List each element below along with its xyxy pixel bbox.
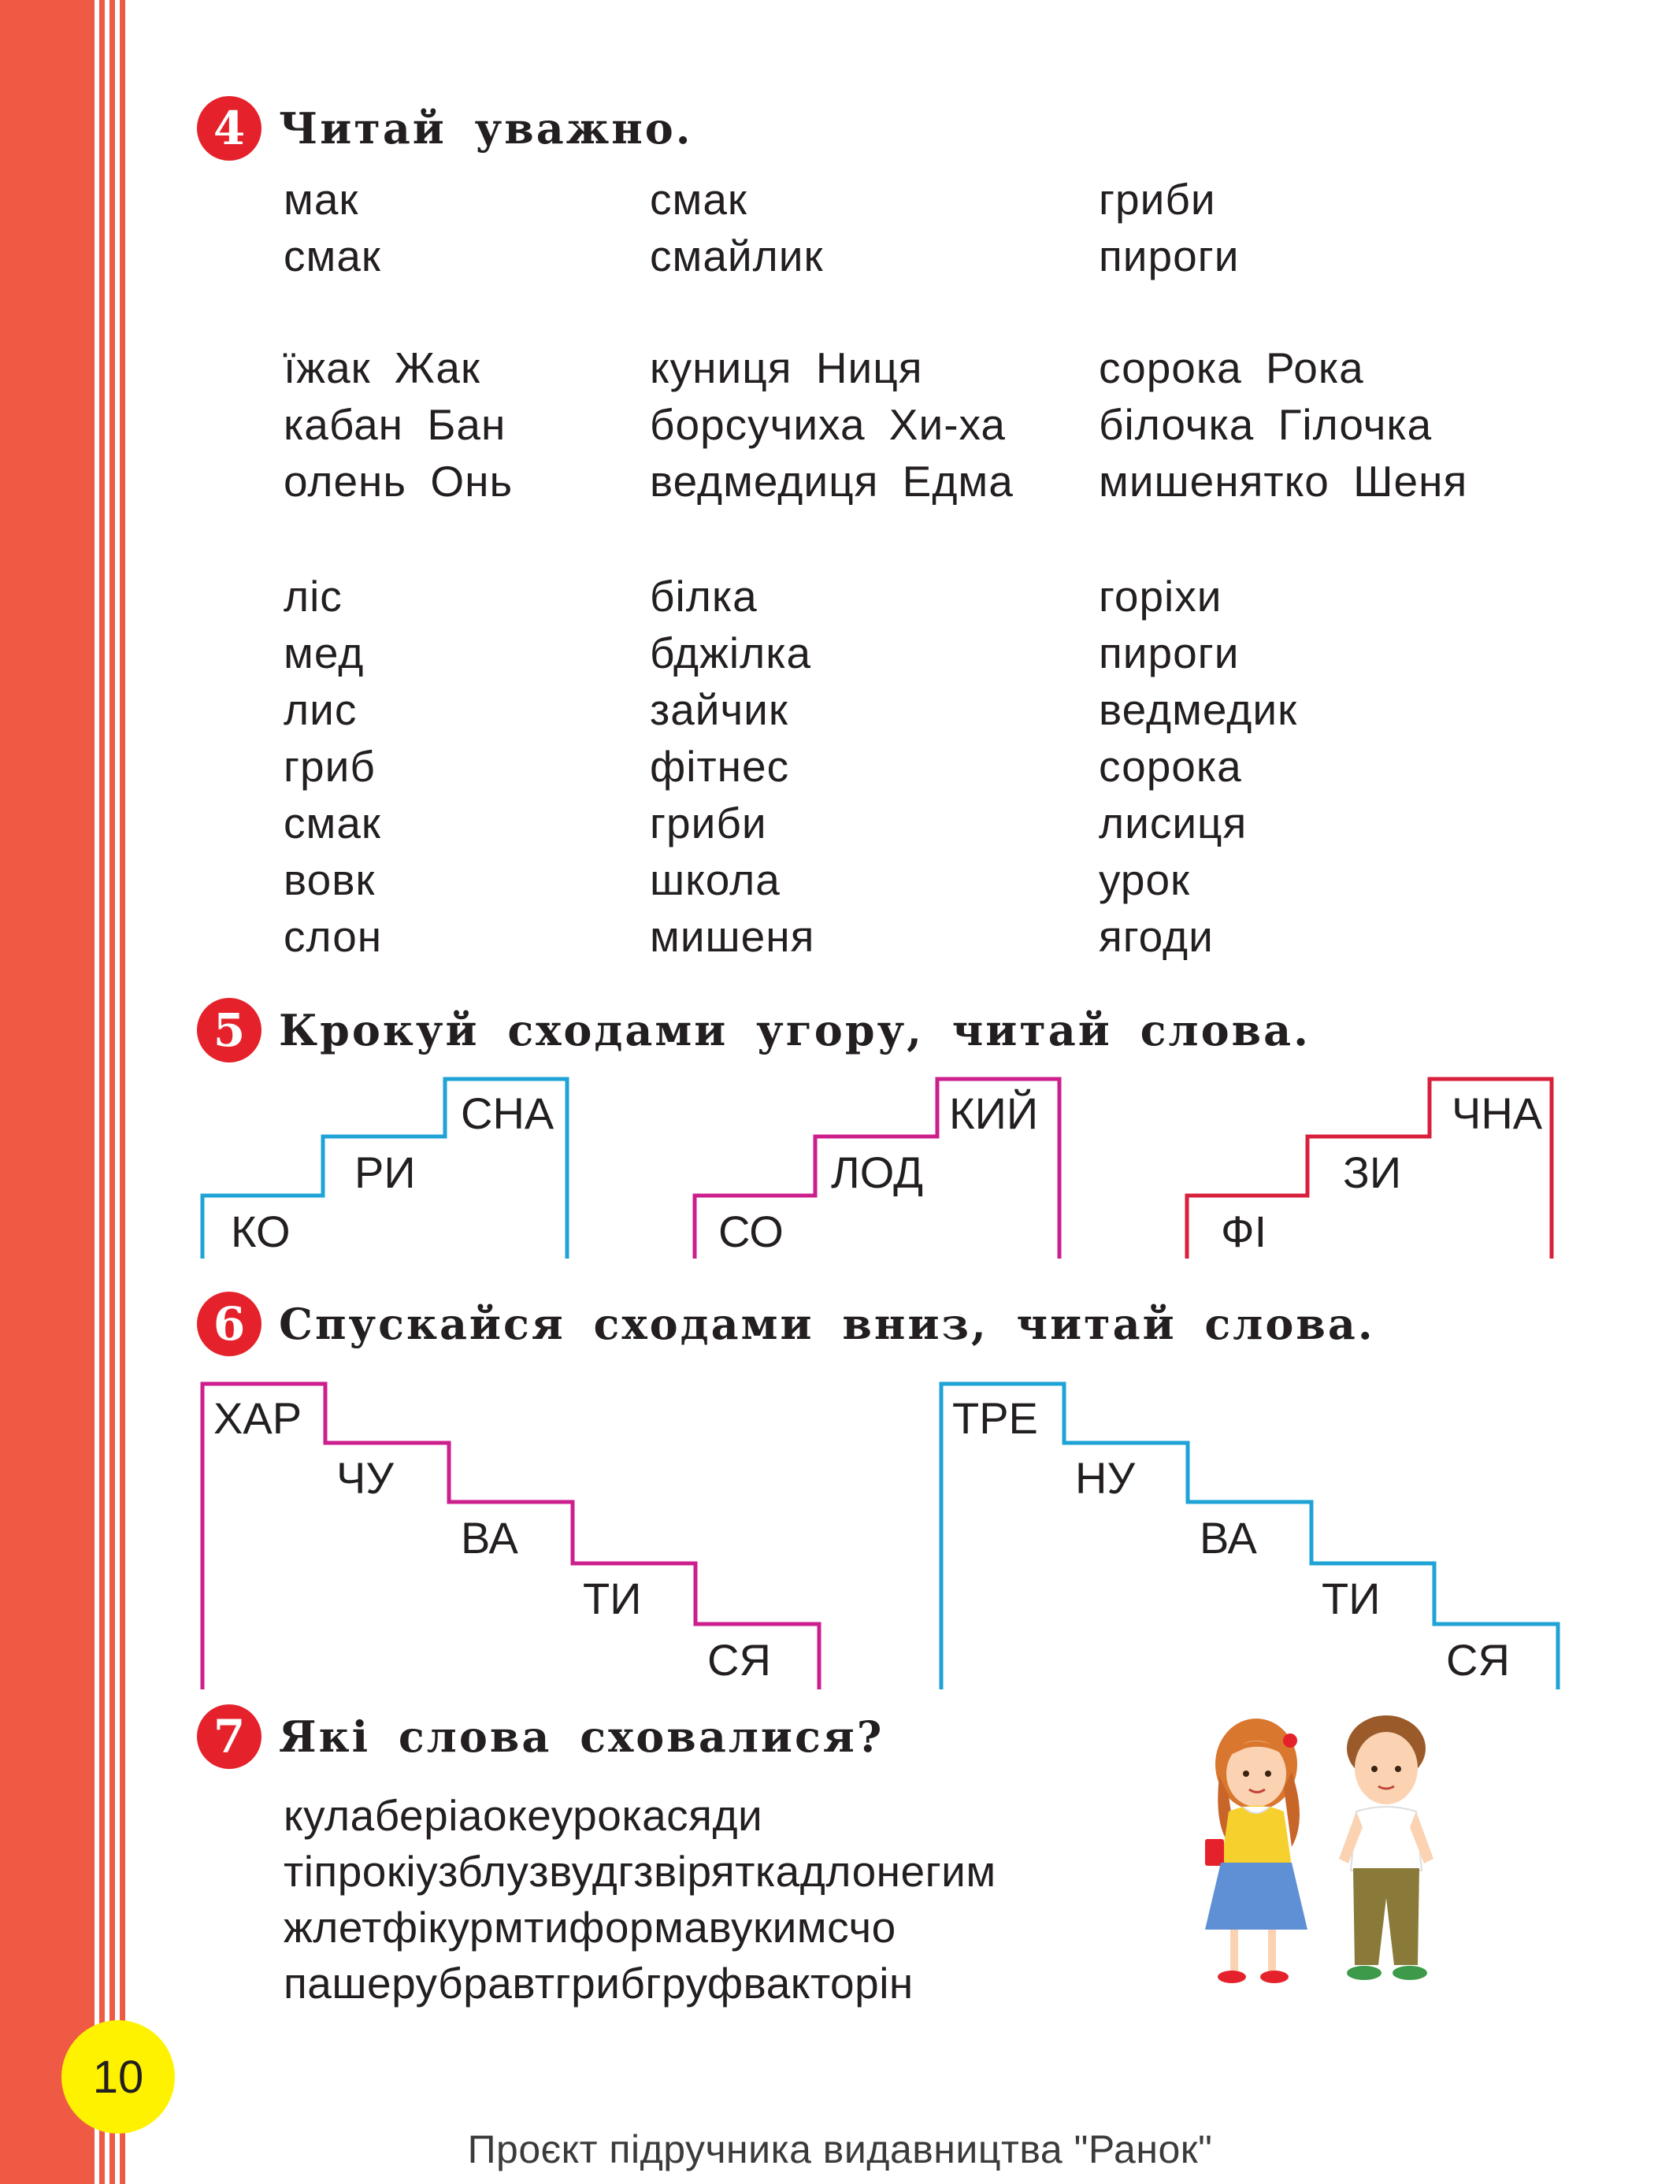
letter-line: тіпрокіузблузвудгзвіряткадлонегим [284, 1847, 996, 1896]
margin-line [99, 0, 105, 2184]
word: ведмедиця Едма [650, 457, 1014, 506]
task-title: Спускайся сходами вниз, читай слова. [279, 1299, 1375, 1349]
word-column [284, 339, 513, 510]
syllable: ВА [461, 1513, 518, 1563]
margin-line [109, 0, 115, 2184]
syllable: СНА [461, 1088, 554, 1138]
word: ягоди [1099, 912, 1214, 961]
syllable: СО [718, 1207, 784, 1256]
word: фітнес [650, 742, 790, 791]
word: кабан Бан [284, 400, 506, 449]
word: олень Онь [284, 457, 514, 506]
word-column [650, 171, 824, 284]
word: їжак Жак [284, 343, 481, 392]
syllable: НУ [1075, 1453, 1136, 1503]
word: білка [650, 572, 758, 621]
syllable: КИЙ [949, 1088, 1039, 1138]
word-column [1099, 171, 1239, 284]
task-5-header [197, 995, 1585, 1066]
syllable: РИ [354, 1148, 416, 1197]
syllable: ЛОД [831, 1148, 924, 1197]
footer-text: Проєкт підручника видавництва "Ранок" [467, 2127, 1213, 2171]
task-title: Читай уважно. [279, 103, 693, 154]
word: гриб [284, 742, 376, 791]
page-number: 10 [61, 2020, 175, 2134]
stairs-up-2 [693, 1077, 1063, 1259]
word: смак [650, 175, 747, 224]
word: смак [284, 799, 381, 847]
hidden-words-block [284, 1788, 996, 2012]
stairs-down-2 [940, 1382, 1562, 1689]
word: лисиця [1099, 799, 1248, 847]
word: школа [650, 855, 781, 904]
word: смайлик [650, 232, 824, 280]
letter-line: пашерубравтгрибгруфвакторін [284, 1959, 914, 2008]
word: куниця Ниця [650, 343, 923, 392]
word: бджілка [650, 629, 812, 677]
task-title: Які слова сховалися? [279, 1711, 885, 1762]
task-number-badge: 7 [197, 1704, 261, 1769]
word: зайчик [650, 685, 788, 734]
syllable: КО [231, 1207, 291, 1256]
word: урок [1099, 855, 1191, 904]
word: сорока [1099, 742, 1242, 791]
syllable: ЧУ [336, 1453, 394, 1503]
word: вовк [284, 855, 376, 904]
girl-and-boy-icon [1181, 1701, 1465, 2000]
stairs-up-3 [1185, 1077, 1556, 1259]
word: мишеня [650, 912, 815, 961]
syllable: СЯ [1446, 1635, 1510, 1685]
word-column [1099, 568, 1297, 965]
task-number-badge: 5 [197, 998, 261, 1062]
word: борсучиха Хи-ха [650, 400, 1007, 449]
syllable: ФІ [1221, 1207, 1267, 1256]
word: гриби [650, 799, 767, 847]
word: ліс [284, 572, 343, 621]
word: гриби [1099, 175, 1216, 224]
letter-line: жлетфікурмтиформавукимсчо [284, 1903, 896, 1952]
word: лис [284, 685, 358, 734]
word: сорока Рока [1099, 343, 1364, 392]
word-column [284, 171, 381, 284]
task-number-badge: 6 [197, 1292, 261, 1356]
task-4-header [197, 93, 1585, 164]
syllable: ТИ [1322, 1574, 1381, 1623]
syllable: ВА [1200, 1513, 1257, 1563]
word-column [650, 568, 814, 965]
task-title: Крокуй сходами угору, читай слова. [279, 1005, 1311, 1055]
word: пироги [1099, 629, 1240, 677]
page-margin-band [0, 0, 95, 2184]
word: мед [284, 629, 365, 677]
syllable: ТИ [583, 1574, 642, 1623]
syllable: ЧНА [1452, 1088, 1543, 1138]
stairs-down-1 [201, 1382, 823, 1689]
word: смак [284, 232, 381, 280]
letter-line: кулаберіаокеурокасяди [284, 1791, 763, 1840]
syllable: ЗИ [1343, 1148, 1402, 1197]
margin-line [120, 0, 125, 2184]
word: білочка Гілочка [1099, 400, 1433, 449]
word: мак [284, 175, 359, 224]
word-column [284, 568, 382, 965]
word: пироги [1099, 232, 1240, 280]
word-column [650, 339, 1014, 510]
word: мишенятко Шеня [1099, 457, 1468, 506]
syllable: СЯ [707, 1635, 771, 1685]
word: горіхи [1099, 572, 1222, 621]
word: ведмедик [1099, 685, 1298, 734]
syllable: ТРЕ [952, 1393, 1038, 1443]
word: слон [284, 912, 383, 961]
word-column [1099, 339, 1467, 510]
syllable: ХАР [213, 1393, 302, 1443]
task-number-badge: 4 [197, 96, 261, 161]
stairs-up-1 [201, 1077, 571, 1259]
kids-illustration [1181, 1701, 1465, 2000]
task-6-header [197, 1289, 1585, 1359]
